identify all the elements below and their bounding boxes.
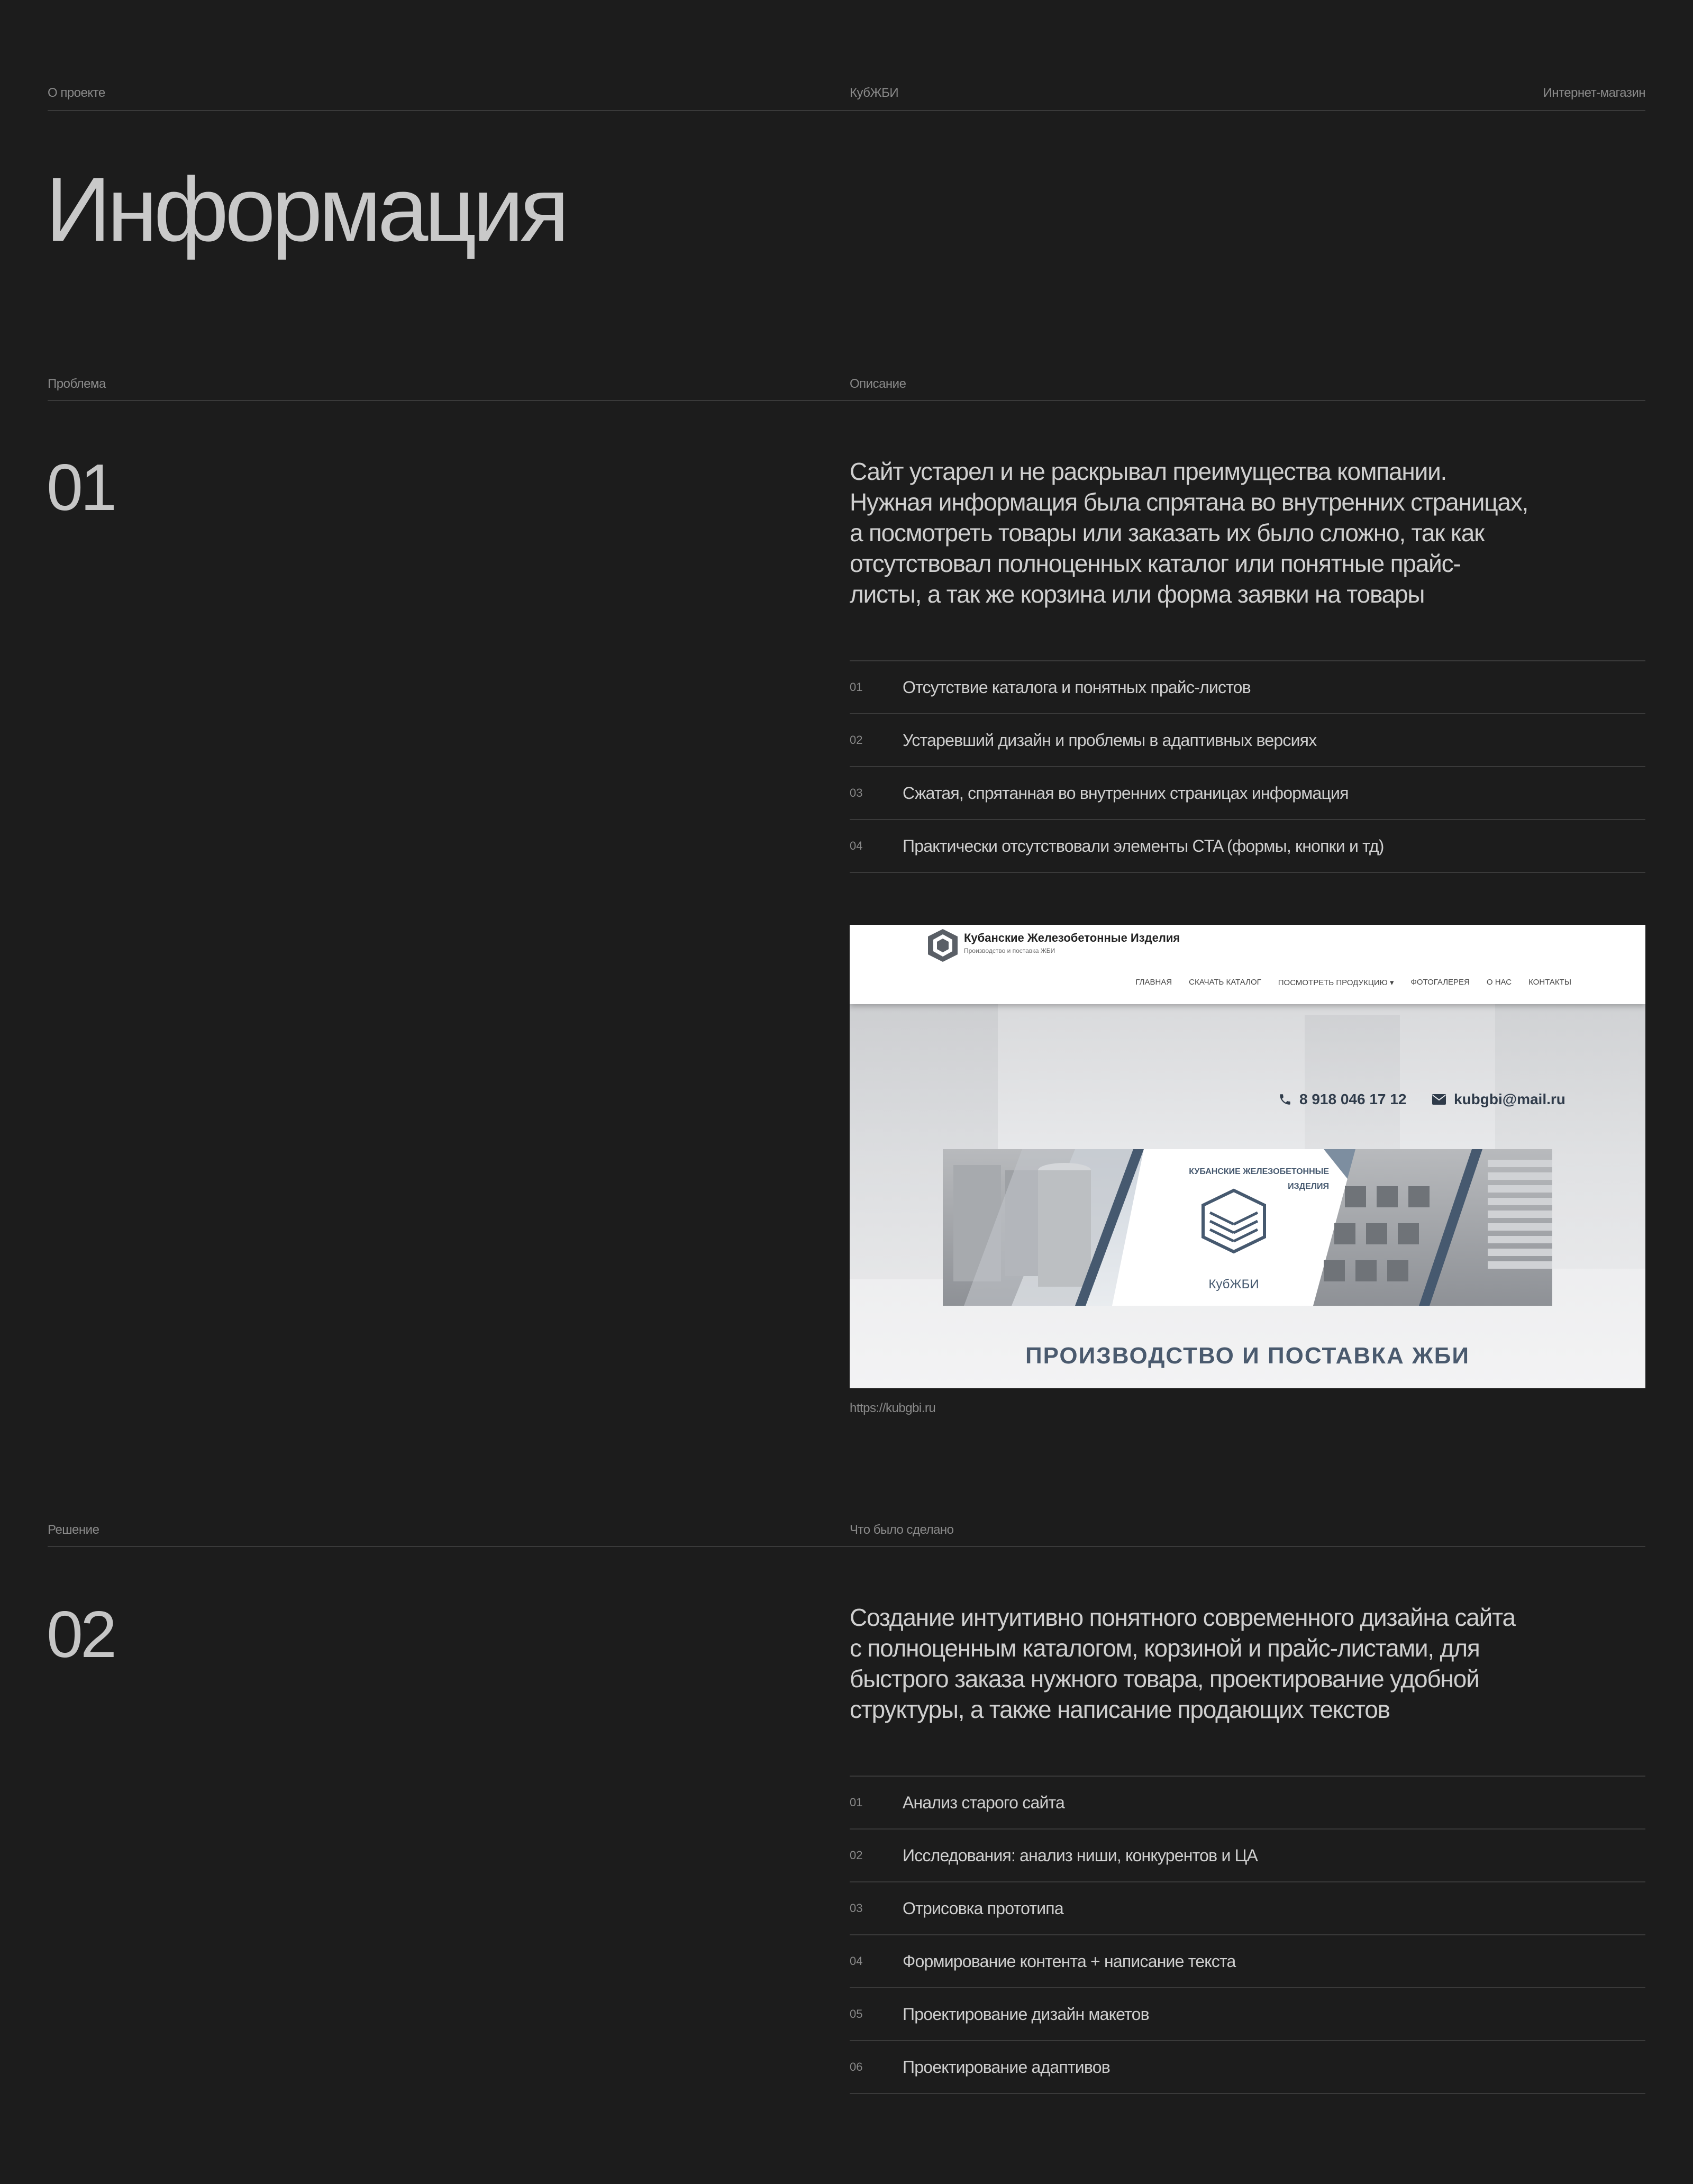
old-site-nav <box>1135 978 1571 987</box>
list-item <box>850 1934 1645 1987</box>
list-item <box>850 819 1645 873</box>
old-site-name: Кубанские Железобетонные Изделия <box>964 931 1180 944</box>
nav-item-contacts[interactable]: КОНТАКТЫ <box>1528 978 1571 987</box>
paragraph-line: структуры, а также написание продающих текстов <box>850 1696 1390 1723</box>
list-item <box>850 1987 1645 2040</box>
email-address: kubgbi@mail.ru <box>1454 1091 1565 1107</box>
paragraph-line: Сайт устарел и не раскрывал преимущества компании. <box>850 458 1447 485</box>
list-item-number: 03 <box>850 1901 863 1915</box>
list-item-number: 06 <box>850 2060 863 2073</box>
old-site-headline: ПРОИЗВОДСТВО И ПОСТАВКА ЖБИ <box>1025 1343 1470 1369</box>
problem-list <box>850 660 1645 873</box>
old-site-subtitle: Производство и поставка ЖБИ <box>964 947 1055 954</box>
banner-title-line-2: ИЗДЕЛИЯ <box>1288 1182 1329 1191</box>
list-item <box>850 1828 1645 1881</box>
list-item-number: 01 <box>850 1796 863 1809</box>
list-item-text: Анализ старого сайта <box>903 1792 1065 1812</box>
old-site-banner <box>943 1149 1552 1306</box>
paragraph-line: листы, а так же корзина или форма заявки на товары <box>850 580 1425 608</box>
banner-brand: КубЖБИ <box>1208 1277 1259 1291</box>
solution-paragraph <box>850 1602 1559 1725</box>
old-site-header <box>850 925 1645 1004</box>
page-title: Информация <box>45 159 566 260</box>
section-label-description: Описание <box>850 377 906 391</box>
paragraph-line: быстрого заказа нужного товара, проектирование удобной <box>850 1665 1479 1692</box>
nav-item-home[interactable]: ГЛАВНАЯ <box>1135 978 1172 987</box>
list-item <box>850 1881 1645 1934</box>
list-item-text: Формирование контента + написание текста <box>903 1951 1236 1971</box>
list-item-number: 01 <box>850 680 863 694</box>
list-item-number: 04 <box>850 839 863 852</box>
list-item-number: 05 <box>850 2007 863 2021</box>
section-label-solution: Решение <box>48 1523 99 1537</box>
phone-number: 8 918 046 17 12 <box>1299 1091 1407 1107</box>
list-item-text: Отрисовка прототипа <box>903 1898 1063 1918</box>
list-item-text: Проектирование адаптивов <box>903 2057 1110 2077</box>
list-item-text: Исследования: анализ ниши, конкурентов и ЦА <box>903 1845 1258 1865</box>
meta-about: О проекте <box>48 86 105 100</box>
paragraph-line: Нужная информация была спрятана во внутренних страницах, <box>850 488 1528 516</box>
list-item-text: Сжатая, спрятанная во внутренних страницах информация <box>903 783 1349 803</box>
list-item <box>850 660 1645 713</box>
list-item-number: 02 <box>850 733 863 747</box>
section-number: 01 <box>47 451 114 524</box>
nav-item-products[interactable]: ПОСМОТРЕТЬ ПРОДУКЦИЮ ▾ <box>1278 978 1394 987</box>
list-item-number: 02 <box>850 1849 863 1862</box>
envelope-icon <box>1432 1094 1446 1105</box>
list-item-text: Практически отсутствовали элементы CTA (формы, кнопки и тд) <box>903 836 1384 856</box>
list-item-text: Проектирование дизайн макетов <box>903 2004 1149 2024</box>
divider <box>48 1546 1645 1547</box>
list-item <box>850 713 1645 766</box>
problem-paragraph <box>850 456 1559 609</box>
nav-item-about[interactable]: О НАС <box>1486 978 1512 987</box>
list-item-number: 03 <box>850 786 863 799</box>
list-item <box>850 766 1645 819</box>
nav-item-catalog[interactable]: СКАЧАТЬ КАТАЛОГ <box>1189 978 1261 987</box>
nav-item-gallery[interactable]: ФОТОГАЛЕРЕЯ <box>1410 978 1470 987</box>
section-number: 02 <box>47 1598 114 1671</box>
phone-icon <box>1278 1093 1292 1106</box>
divider <box>48 110 1645 111</box>
old-site-phone[interactable] <box>1278 1091 1406 1108</box>
section-label-problem: Проблема <box>48 377 106 391</box>
list-item-text: Отсутствие каталога и понятных прайс-листов <box>903 677 1251 697</box>
paragraph-line: Создание интуитивно понятного современного дизайна сайта <box>850 1604 1515 1631</box>
solution-list <box>850 1776 1645 2094</box>
list-item <box>850 1776 1645 1828</box>
paragraph-line: с полноценным каталогом, корзиной и прайс-листами, для <box>850 1634 1480 1662</box>
section-label-done: Что было сделано <box>850 1523 954 1537</box>
list-item-number: 04 <box>850 1954 863 1968</box>
paragraph-line: отсутствовал полноценных каталог или понятные прайс- <box>850 550 1461 577</box>
meta-project-name: КубЖБИ <box>850 86 899 100</box>
list-item-text: Устаревший дизайн и проблемы в адаптивных версиях <box>903 730 1317 750</box>
meta-project-type: Интернет-магазин <box>1543 86 1645 100</box>
old-site-email[interactable] <box>1432 1091 1565 1108</box>
cube-logo-icon <box>926 927 960 964</box>
old-site-screenshot <box>850 925 1645 1388</box>
screenshot-caption[interactable]: https://kubgbi.ru <box>850 1401 936 1415</box>
banner-title-line-1: КУБАНСКИЕ ЖЕЛЕЗОБЕТОННЫЕ <box>1189 1167 1329 1176</box>
divider <box>48 400 1645 401</box>
list-item <box>850 2040 1645 2094</box>
paragraph-line: а посмотреть товары или заказать их было сложно, так как <box>850 519 1485 547</box>
